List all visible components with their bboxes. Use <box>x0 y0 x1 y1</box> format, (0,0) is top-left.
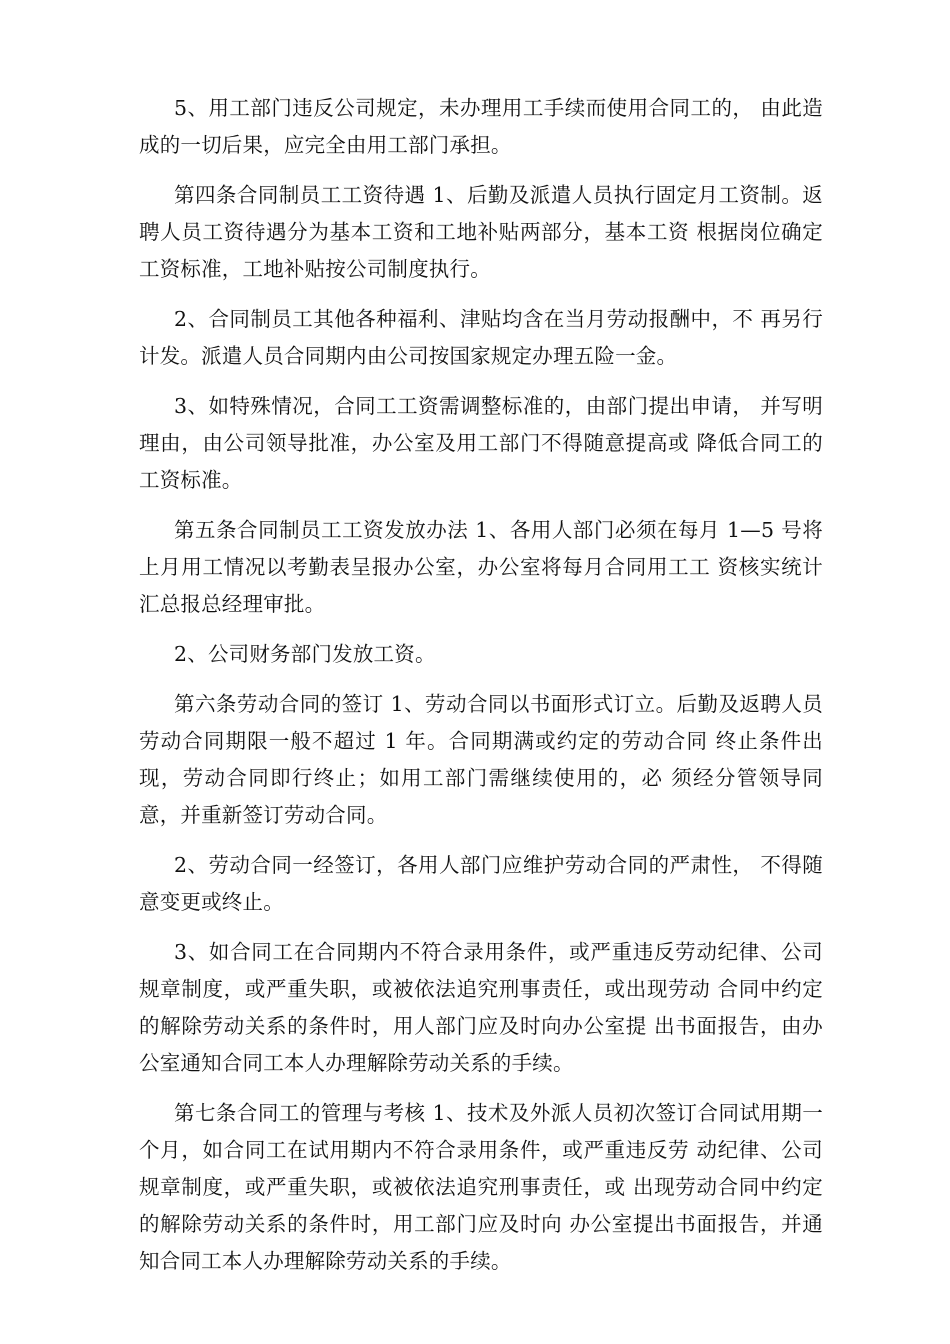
paragraph-article-4-item-3: 3、如特殊情况，合同工工资需调整标准的，由部门提出申请， 并写明理由，由公司领导批准，办公室及用工部门不得随意提高或 降低合同工的工资标准。 <box>139 394 823 492</box>
paragraph-article-6-item-2: 2、劳动合同一经签订，各用人部门应维护劳动合同的严肃性， 不得随意变更或终止。 <box>139 853 823 914</box>
paragraph-article-4-item-1: 第四条合同制员工工资待遇 1、后勤及派遣人员执行固定月工资制。返聘人员工资待遇分为基本工资和工地补贴两部分，基本工资 根据岗位确定工资标准，工地补贴按公司制度执行。 <box>139 183 823 281</box>
paragraph-article-6-item-1: 第六条劳动合同的签订 1、劳动合同以书面形式订立。后勤及返聘人员劳动合同期限一般不超过 1 年。合同期满或约定的劳动合同 终止条件出现，劳动合同即行终止；如用工部门需继续使用的，必 须经分管领导同意，并重新签订劳动合同。 <box>139 692 823 827</box>
paragraph-article-4-item-2: 2、合同制员工其他各种福利、津贴均含在当月劳动报酬中，不 再另行计发。派遣人员合同期内由公司按国家规定办理五险一金。 <box>139 307 823 368</box>
paragraph-article-7-item-1: 第七条合同工的管理与考核 1、技术及外派人员初次签订合同试用期一个月，如合同工在试用期内不符合录用条件，或严重违反劳 动纪律、公司规章制度，或严重失职，或被依法追究刑事责任，或 出现劳动合同中约定的解除劳动关系的条件时，用工部门应及时向 办公室提出书面报告，并通知合同工本人办理解除劳动关系的手续。 <box>139 1101 823 1273</box>
paragraph-article-5-item-2: 2、公司财务部门发放工资。 <box>174 642 436 666</box>
document-body <box>139 90 823 1293</box>
paragraph-article-5-item-1: 第五条合同制员工工资发放办法 1、各用人部门必须在每月 1—5 号将上月用工情况以考勤表呈报办公室，办公室将每月合同用工工 资核实统计汇总报总经理审批。 <box>139 518 823 616</box>
paragraph-article-6-item-3: 3、如合同工在合同期内不符合录用条件，或严重违反劳动纪律、公司规章制度，或严重失职，或被依法追究刑事责任，或出现劳动 合同中约定的解除劳动关系的条件时，用人部门应及时向办公室提 出书面报告，由办公室通知合同工本人办理解除劳动关系的手续。 <box>139 940 823 1075</box>
paragraph-clause-3-item-5: 5、用工部门违反公司规定，未办理用工手续而使用合同工的， 由此造成的一切后果，应完全由用工部门承担。 <box>139 96 823 157</box>
